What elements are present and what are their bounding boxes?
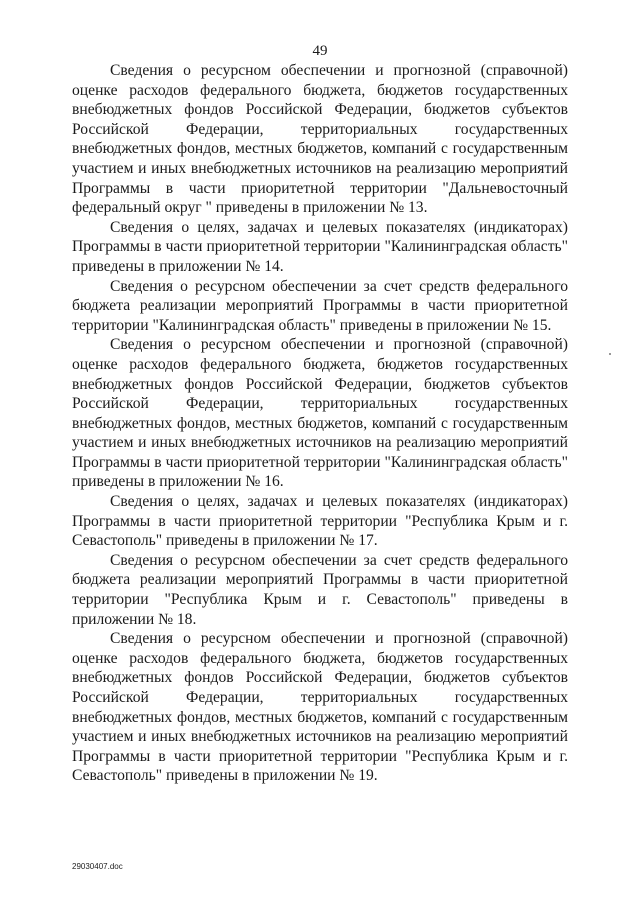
footer-filename: 29030407.doc bbox=[72, 862, 123, 871]
paragraph: Сведения о ресурсном обеспечении за счет средств федерального бюджета реализации мероприятий Программы в части приоритетной территории "Республика Крым и г. Севастополь" приведены в приложении № 18. bbox=[72, 551, 568, 628]
paragraph: Сведения о ресурсном обеспечении и прогнозной (справочной) оценке расходов федерального бюджета, бюджетов государственных внебюджетных фондов Российской Федерации, бюджетов субъектов Российской Федерации, территориальных государственных внебюджетных фондов, местных бюджетов, компаний с государственным участием и иных внебюджетных источников на реализацию мероприятий Программы в части приоритетной территории "Дальневосточный федеральный округ " приведены в приложении № 13. bbox=[72, 62, 568, 217]
document-body bbox=[72, 61, 568, 786]
scan-dot-mark bbox=[609, 353, 611, 355]
paragraph: Сведения о ресурсном обеспечении и прогнозной (справочной) оценке расходов федерального бюджета, бюджетов государственных внебюджетных фондов Российской Федерации, бюджетов субъектов Российской Федерации, территориальных государственных внебюджетных фондов, местных бюджетов, компаний с государственным участием и иных внебюджетных источников на реализацию мероприятий Программы в части приоритетной территории "Республика Крым и г. Севастополь" приведены в приложении № 19. bbox=[72, 630, 568, 785]
paragraph: Сведения о ресурсном обеспечении и прогнозной (справочной) оценке расходов федерального бюджета, бюджетов государственных внебюджетных фондов Российской Федерации, бюджетов субъектов Российской Федерации, территориальных государственных внебюджетных фондов, местных бюджетов, компаний с государственным участием и иных внебюджетных источников на реализацию мероприятий Программы в части приоритетной территории "Калининградская область" приведены в приложении № 16. bbox=[72, 336, 568, 491]
paragraph: Сведения о целях, задачах и целевых показателях (индикаторах) Программы в части приоритетной территории "Калининградская область" приведены в приложении № 14. bbox=[72, 218, 568, 275]
page-number: 49 bbox=[312, 43, 328, 59]
paragraph: Сведения о ресурсном обеспечении за счет средств федерального бюджета реализации мероприятий Программы в части приоритетной территории "Калининградская область" приведены в приложении № 15. bbox=[72, 277, 568, 334]
paragraph: Сведения о целях, задачах и целевых показателях (индикаторах) Программы в части приоритетной территории "Республика Крым и г. Севастополь" приведены в приложении № 17. bbox=[72, 493, 568, 550]
